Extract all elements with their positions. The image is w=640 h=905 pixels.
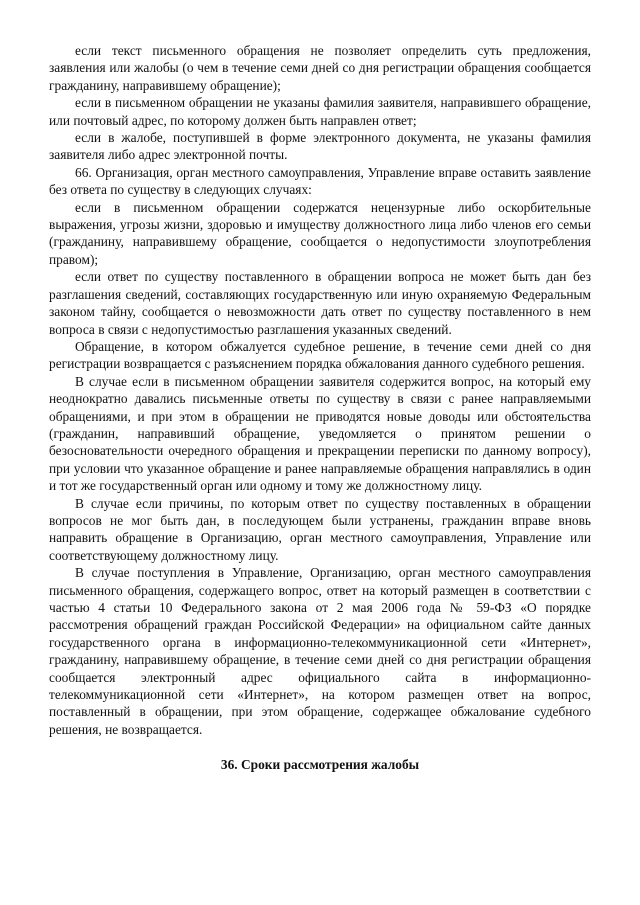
paragraph-missing-email: если в жалобе, поступившей в форме электронного документа, не указаны фамилия заявителя либо адрес электронной почты. — [49, 130, 591, 163]
paragraph-missing-name-address: если в письменном обращении не указаны фамилия заявителя, направившего обращение, или почтовый адрес, по которому должен быть направлен ответ; — [49, 95, 591, 128]
paragraph-answer-published: В случае поступления в Управление, Организацию, орган местного самоуправления письменного обращения, содержащего вопрос, ответ на который размещен в соответствии с частью 4 статьи 10 Федерального закона от 2 мая 2006 года № 59-ФЗ «О порядке рассмотрения обращений граждан Российской Федерации» на официальном сайте данных государственного органа в информационно-телекоммуникационной сети «Интернет», гражданину, направившему обращение, в течение семи дней со дня регистрации обращения сообщается электронный адрес официального сайта в информационно-телекоммуникационной сети «Интернет», на котором размещен ответ на вопрос, поставленный в обращении, при этом обращение, содержащее обжалование судебного решения, не возвращается. — [49, 565, 591, 737]
paragraph-repeated-appeal: В случае если в письменном обращении заявителя содержится вопрос, на который ему неоднократно давались письменные ответы по существу в связи с ранее направляемыми обращениями, и при этом в обращении не приводятся новые доводы или обстоятельства (гражданин, направивший обращение, уведомляется о принятом решении о безосновательности очередного обращения и прекращении переписки по данному вопросу), при условии что указанное обращение и ранее направляемые обращения направлялись в один и тот же государственный орган или одному и тому же должностному лицу. — [49, 373, 591, 494]
paragraph-court-decision: Обращение, в котором обжалуется судебное решение, в течение семи дней со дня регистрации возвращается с разъяснением порядка обжалования данного судебного решения. — [49, 338, 591, 372]
paragraph-item-66: 66. Организация, орган местного самоуправления, Управление вправе оставить заявление без ответа по существу в следующих случаях: — [49, 164, 591, 198]
paragraph-secret-information: если ответ по существу поставленного в обращении вопроса не может быть дан без разглашения сведений, составляющих государственную или иную охраняемую Федеральным законом тайну, сообщается о невозможности дать ответ по существу поставленного в нем вопроса в связи с недопустимостью разглашения указанных сведений. — [49, 269, 591, 337]
paragraph-unclear-essence: если текст письменного обращения не позволяет определить суть предложения, заявления или жалобы (о чем в течение семи дней со дня регистрации обращения сообщается гражданину, направившему обращение); — [49, 43, 591, 93]
paragraph-offensive-language: если в письменном обращении содержатся нецензурные либо оскорбительные выражения, угрозы жизни, здоровью и имуществу должностного лица либо членов его семьи (гражданину, направившему обращение, сообщается о недопустимости злоупотребления правом); — [49, 199, 591, 267]
paragraph-reasons-eliminated: В случае если причины, по которым ответ по существу поставленных в обращении вопросов не мог быть дан, в последующем были устранены, гражданин вправе вновь направить обращение в Организацию, орган местного самоуправления, Управление или соответствующему должностному лицу. — [49, 495, 591, 563]
section-heading: 36. Сроки рассмотрения жалобы — [220, 757, 420, 773]
